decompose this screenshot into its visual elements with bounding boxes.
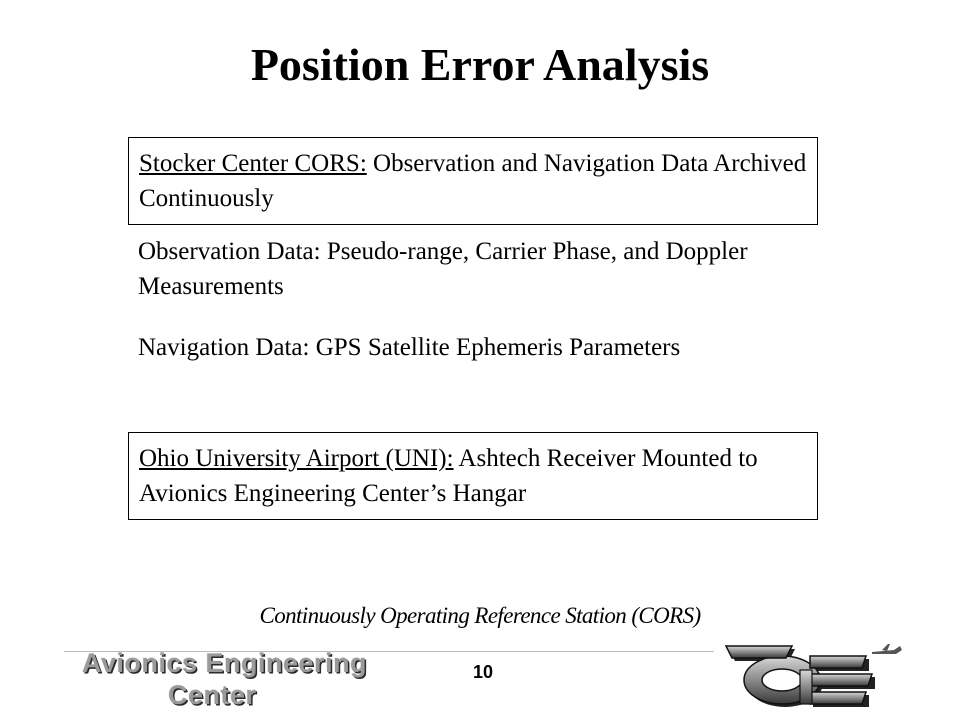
stocker-center-label: Stocker Center CORS: — [139, 150, 367, 177]
brand-line-2: Center — [168, 680, 257, 710]
slide-title: Position Error Analysis — [250, 39, 710, 90]
aec-logo-icon — [722, 636, 902, 717]
stocker-center-box — [128, 137, 818, 225]
navigation-data-text: Navigation Data: GPS Satellite Ephemeris Parameters — [138, 334, 681, 361]
stocker-center-text: Observation and Navigation Data Archived Continuously — [139, 150, 807, 212]
ohio-airport-box — [128, 432, 818, 520]
ohio-airport-text: Ashtech Receiver Mounted to Avionics Engineering Center’s Hangar — [139, 445, 758, 507]
cors-footnote: Continuously Operating Reference Station (CORS) — [259, 603, 701, 628]
brand-line-1: Avionics Engineering — [82, 648, 368, 678]
page-number: 10 — [472, 662, 494, 682]
ohio-airport-label: Ohio University Airport (UNI): — [139, 445, 454, 472]
observation-data-text: Observation Data: Pseudo-range, Carrier Phase, and Doppler Measurements — [138, 238, 748, 300]
